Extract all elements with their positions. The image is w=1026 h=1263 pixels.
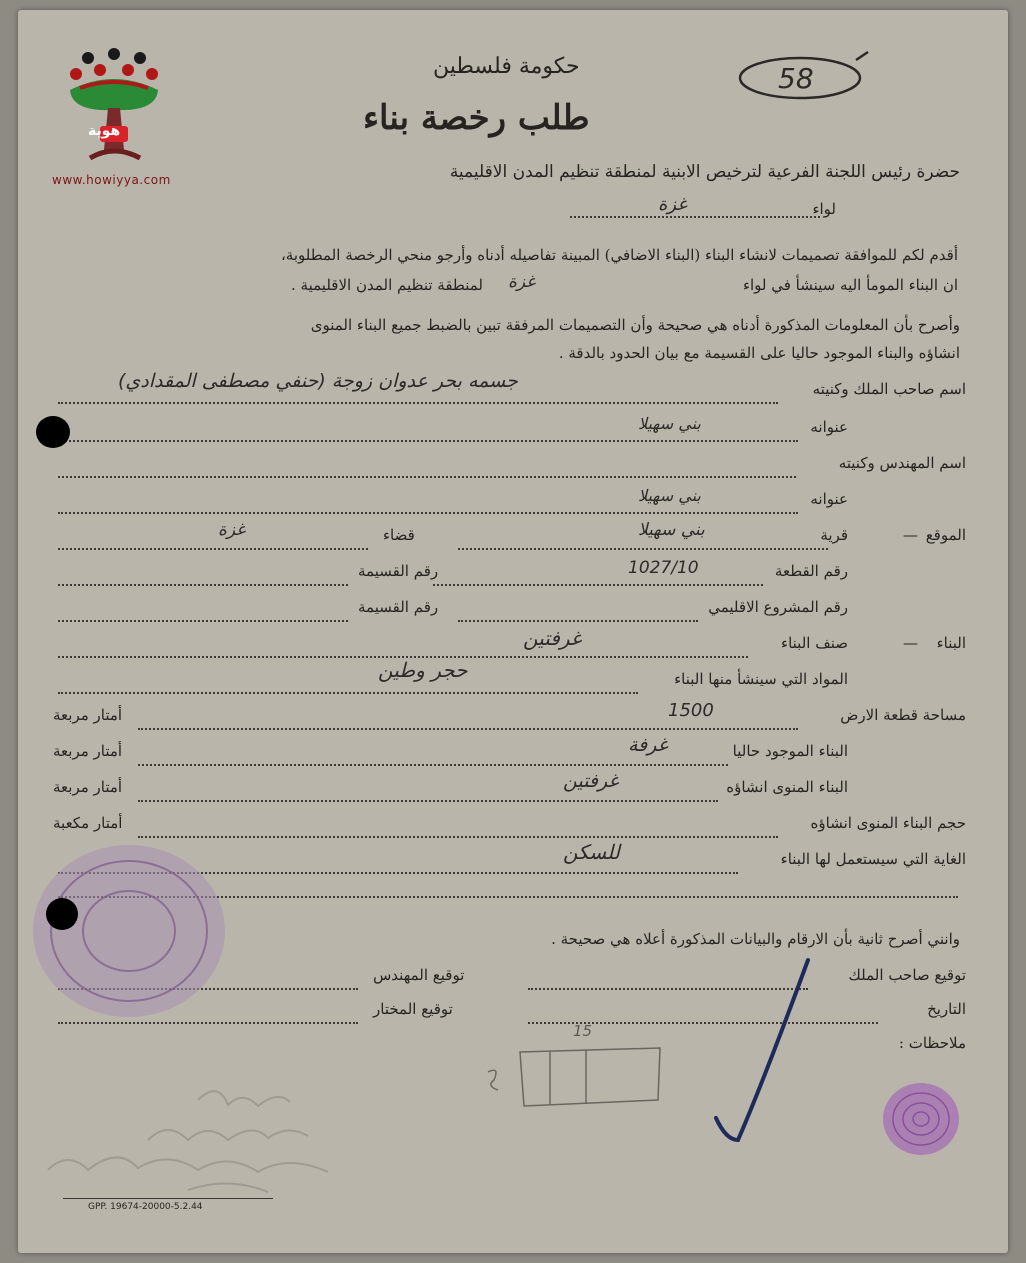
existing-building-value: غرفة: [628, 734, 668, 756]
engineer-address-label: عنوانه: [810, 490, 848, 508]
declare-line-1: وأصرح بأن المعلومات المذكورة أدناه هي صحيحة وأن التصميمات المرفقة تبين بالضبط جميع البناء المنوى: [310, 316, 960, 334]
owner-value: جسمه بحر عدوان زوجة (حنفي مصطفى المقدادي): [118, 370, 518, 392]
materials-label: المواد التي سينشأ منها البناء: [674, 670, 848, 688]
intro-line-2-end: لمنطقة تنظيم المدن الاقليمية .: [291, 276, 483, 294]
form-title: طلب رخصة بناء: [363, 98, 590, 138]
document-page: [18, 10, 1008, 1253]
fingerprint-icon: [876, 1074, 966, 1164]
parcel-label: رقم القطعة: [774, 562, 848, 580]
tree-logo-icon: [60, 46, 168, 172]
owner-address-value: بني سهيلا: [638, 414, 701, 433]
proposed-building-label: البناء المنوى انشاؤه: [726, 778, 848, 796]
materials-value: حجر وطين: [378, 658, 468, 682]
logo-site-text: www.howiyya.com: [52, 173, 171, 187]
owner-signature-label: توقيع صاحب الملك: [848, 966, 966, 984]
official-stamp-icon: [26, 836, 232, 1026]
notes-label: ملاحظات :: [898, 1034, 966, 1052]
intro-line-1: أقدم لكم للموافقة تصميمات لانشاء البناء (البناء الاضافي) المبينة تفاصيله أدناه وأرجو منحي الرخصة المطلوبة،: [280, 246, 958, 264]
declare-line-2: انشاؤه والبناء الموجود حاليا على القسيمة مع بيان الحدود بالدقة .: [558, 344, 960, 362]
land-area-label: مساحة قطعة الارض: [840, 706, 966, 724]
pencil-annotation: [28, 1060, 368, 1200]
parcel-plot-label: رقم القسيمة: [358, 562, 439, 580]
building-label: البناء: [936, 634, 966, 652]
intro-line-2-start: ان البناء المومأ اليه سينشأ في لواء: [742, 276, 958, 294]
purpose-label: الغاية التي سيستعمل لها البناء: [780, 850, 966, 868]
proposed-building-unit: أمتار مربعة: [53, 778, 123, 796]
volume-label: حجم البناء المنوى انشاؤه: [810, 814, 966, 832]
land-area-unit: أمتار مربعة: [53, 706, 123, 724]
village-label: قرية: [820, 526, 848, 544]
engineer-signature-label: توقيع المهندس: [373, 966, 465, 984]
engineer-label: اسم المهندس وكنيته: [838, 454, 966, 472]
village-value: بني سهيلا: [638, 520, 705, 540]
building-dash: —: [903, 634, 918, 652]
subdistrict-value: غزة: [218, 520, 246, 540]
project-plot-label: رقم القسيمة: [358, 598, 439, 616]
engineer-address-value: بني سهيلا: [638, 486, 701, 505]
district-label: لواء: [812, 200, 836, 218]
logo-brand-word: هوية: [88, 123, 121, 139]
plot-sketch: [458, 1030, 698, 1120]
closing-statement: وانني أصرح ثانية بأن الارقام والبيانات المذكورة أعلاه هي صحيحة .: [551, 930, 960, 948]
file-number: 58: [778, 62, 814, 95]
sketch-number: 15: [573, 1022, 593, 1040]
district-value: غزة: [658, 194, 687, 215]
mukhtar-signature-label: توقيع المختار: [373, 1000, 453, 1018]
building-type-label: صنف البناء: [781, 634, 848, 652]
parcel-value: 1027/10: [628, 558, 699, 578]
punch-hole: [46, 898, 78, 930]
intro-line-2-value: غزة: [508, 272, 536, 292]
punch-hole: [36, 416, 70, 448]
project-label: رقم المشروع الاقليمي: [708, 598, 848, 616]
existing-building-label: البناء الموجود حاليا: [732, 742, 848, 760]
location-dash: —: [903, 526, 918, 544]
location-label: الموقع: [925, 526, 966, 544]
date-label: التاريخ: [927, 1000, 966, 1018]
proposed-building-value: غرفتين: [563, 770, 619, 792]
owner-label: اسم صاحب الملك وكنيته: [812, 380, 966, 398]
building-type-value: غرفتين: [523, 626, 582, 650]
footer-code: GPP. 19674-20000-5.2.44: [88, 1202, 203, 1212]
government-heading: حكومة فلسطين: [433, 54, 580, 79]
existing-building-unit: أمتار مربعة: [53, 742, 123, 760]
owner-address-label: عنوانه: [810, 418, 848, 436]
land-area-value: 1500: [668, 700, 714, 721]
checkmark-icon: [708, 940, 818, 1150]
subdistrict-label: قضاء: [383, 526, 415, 544]
addressee-line: حضرة رئيس اللجنة الفرعية لترخيص الابنية لمنطقة تنظيم المدن الاقليمية: [449, 162, 960, 182]
purpose-value: للسكن: [563, 840, 620, 864]
volume-unit: أمتار مكعبة: [53, 814, 123, 832]
